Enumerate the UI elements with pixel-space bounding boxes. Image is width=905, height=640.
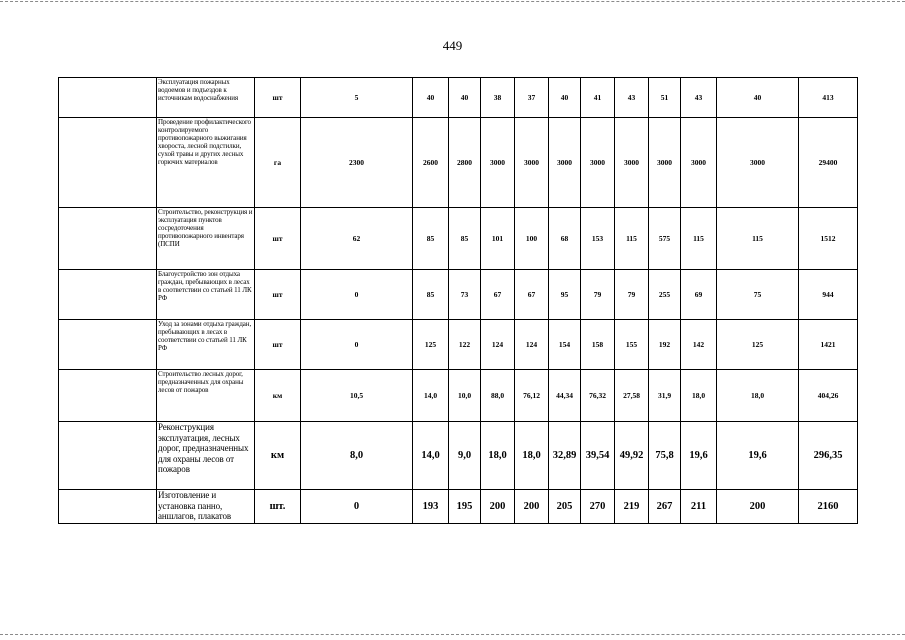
value-cell: 155 bbox=[615, 320, 649, 370]
value-cell: 67 bbox=[481, 270, 515, 320]
value-cell: 40 bbox=[413, 78, 449, 118]
value-cell: 19,6 bbox=[681, 422, 717, 490]
measures-table bbox=[58, 77, 858, 524]
value-cell: 31,9 bbox=[649, 370, 681, 422]
measure-name-cell: Эксплуатация пожарных водоемов и подъездов к источникам водоснабжения bbox=[157, 78, 255, 118]
value-cell: 79 bbox=[615, 270, 649, 320]
value-cell: 76,12 bbox=[515, 370, 549, 422]
value-cell: 3000 bbox=[581, 118, 615, 208]
table-row bbox=[59, 370, 858, 422]
value-cell: 75,8 bbox=[649, 422, 681, 490]
value-cell: 154 bbox=[549, 320, 581, 370]
value-cell: 0 bbox=[301, 270, 413, 320]
measure-name-cell: Строительство, реконструкция и эксплуатация пунктов сосредоточения противопожарного инвентаря (ПСПИ bbox=[157, 208, 255, 270]
value-cell: 18,0 bbox=[515, 422, 549, 490]
value-cell: 2300 bbox=[301, 118, 413, 208]
value-cell: 122 bbox=[449, 320, 481, 370]
value-cell: 9,0 bbox=[449, 422, 481, 490]
value-cell: 3000 bbox=[717, 118, 799, 208]
page-number: 449 bbox=[442, 38, 463, 53]
value-cell: 27,58 bbox=[615, 370, 649, 422]
value-cell: 43 bbox=[681, 78, 717, 118]
value-cell: 76,32 bbox=[581, 370, 615, 422]
value-cell: 219 bbox=[615, 490, 649, 524]
value-cell: 5 bbox=[301, 78, 413, 118]
value-cell: 8,0 bbox=[301, 422, 413, 490]
value-cell: 85 bbox=[413, 270, 449, 320]
value-cell: 3000 bbox=[681, 118, 717, 208]
value-cell: 67 bbox=[515, 270, 549, 320]
measure-name-cell: Благоустройство зон отдыха граждан, пребывающих в лесах в соответствии со статьей 11 ЛК РФ bbox=[157, 270, 255, 320]
scan-top-edge bbox=[0, 1, 905, 2]
value-cell: 43 bbox=[615, 78, 649, 118]
value-cell: 200 bbox=[717, 490, 799, 524]
empty-cell bbox=[59, 422, 157, 490]
value-cell: 49,92 bbox=[615, 422, 649, 490]
value-cell: 14,0 bbox=[413, 422, 449, 490]
value-cell: 38 bbox=[481, 78, 515, 118]
table-row bbox=[59, 118, 858, 208]
value-cell: 2600 bbox=[413, 118, 449, 208]
value-cell: 3000 bbox=[615, 118, 649, 208]
unit-cell: шт bbox=[255, 208, 301, 270]
value-cell: 40 bbox=[717, 78, 799, 118]
value-cell: 3000 bbox=[481, 118, 515, 208]
total-cell: 1512 bbox=[799, 208, 858, 270]
value-cell: 18,0 bbox=[717, 370, 799, 422]
value-cell: 40 bbox=[549, 78, 581, 118]
value-cell: 255 bbox=[649, 270, 681, 320]
value-cell: 200 bbox=[481, 490, 515, 524]
table-row bbox=[59, 320, 858, 370]
measure-name-cell: Проведение профилактического контролируемого противопожарного выжигания хвороста, лесной подстилки, сухой травы и других лесных горючих материалов bbox=[157, 118, 255, 208]
empty-cell bbox=[59, 320, 157, 370]
value-cell: 51 bbox=[649, 78, 681, 118]
value-cell: 40 bbox=[449, 78, 481, 118]
value-cell: 270 bbox=[581, 490, 615, 524]
value-cell: 73 bbox=[449, 270, 481, 320]
value-cell: 124 bbox=[481, 320, 515, 370]
total-cell: 296,35 bbox=[799, 422, 858, 490]
unit-cell: шт bbox=[255, 320, 301, 370]
table-row bbox=[59, 78, 858, 118]
empty-cell bbox=[59, 490, 157, 524]
measure-name-cell: Изготовление и установка панно, аншлагов, плакатов bbox=[157, 490, 255, 524]
value-cell: 85 bbox=[413, 208, 449, 270]
value-cell: 10,5 bbox=[301, 370, 413, 422]
value-cell: 18,0 bbox=[481, 422, 515, 490]
value-cell: 41 bbox=[581, 78, 615, 118]
value-cell: 2800 bbox=[449, 118, 481, 208]
value-cell: 18,0 bbox=[681, 370, 717, 422]
value-cell: 0 bbox=[301, 490, 413, 524]
value-cell: 158 bbox=[581, 320, 615, 370]
empty-cell bbox=[59, 78, 157, 118]
table-row bbox=[59, 422, 858, 490]
value-cell: 44,34 bbox=[549, 370, 581, 422]
value-cell: 100 bbox=[515, 208, 549, 270]
total-cell: 29400 bbox=[799, 118, 858, 208]
value-cell: 115 bbox=[615, 208, 649, 270]
value-cell: 95 bbox=[549, 270, 581, 320]
value-cell: 205 bbox=[549, 490, 581, 524]
value-cell: 575 bbox=[649, 208, 681, 270]
unit-cell: шт bbox=[255, 270, 301, 320]
value-cell: 62 bbox=[301, 208, 413, 270]
value-cell: 142 bbox=[681, 320, 717, 370]
value-cell: 115 bbox=[717, 208, 799, 270]
value-cell: 115 bbox=[681, 208, 717, 270]
empty-cell bbox=[59, 208, 157, 270]
total-cell: 404,26 bbox=[799, 370, 858, 422]
value-cell: 200 bbox=[515, 490, 549, 524]
value-cell: 193 bbox=[413, 490, 449, 524]
unit-cell: км bbox=[255, 422, 301, 490]
total-cell: 944 bbox=[799, 270, 858, 320]
total-cell: 1421 bbox=[799, 320, 858, 370]
value-cell: 88,0 bbox=[481, 370, 515, 422]
scan-bottom-edge bbox=[0, 634, 905, 635]
value-cell: 85 bbox=[449, 208, 481, 270]
value-cell: 75 bbox=[717, 270, 799, 320]
value-cell: 153 bbox=[581, 208, 615, 270]
table-row bbox=[59, 490, 858, 524]
value-cell: 37 bbox=[515, 78, 549, 118]
empty-cell bbox=[59, 270, 157, 320]
value-cell: 69 bbox=[681, 270, 717, 320]
value-cell: 0 bbox=[301, 320, 413, 370]
value-cell: 79 bbox=[581, 270, 615, 320]
measure-name-cell: Реконструкция эксплуатация, лесных дорог, предназначенных для охраны лесов от пожаров bbox=[157, 422, 255, 490]
value-cell: 195 bbox=[449, 490, 481, 524]
value-cell: 39,54 bbox=[581, 422, 615, 490]
unit-cell: шт. bbox=[255, 490, 301, 524]
value-cell: 3000 bbox=[649, 118, 681, 208]
value-cell: 101 bbox=[481, 208, 515, 270]
value-cell: 10,0 bbox=[449, 370, 481, 422]
total-cell: 413 bbox=[799, 78, 858, 118]
empty-cell bbox=[59, 118, 157, 208]
measure-name-cell: Строительство лесных дорог, предназначенных для охраны лесов от пожаров bbox=[157, 370, 255, 422]
value-cell: 19,6 bbox=[717, 422, 799, 490]
table-row bbox=[59, 208, 858, 270]
value-cell: 267 bbox=[649, 490, 681, 524]
unit-cell: шт bbox=[255, 78, 301, 118]
value-cell: 3000 bbox=[515, 118, 549, 208]
unit-cell: га bbox=[255, 118, 301, 208]
value-cell: 192 bbox=[649, 320, 681, 370]
value-cell: 211 bbox=[681, 490, 717, 524]
value-cell: 32,89 bbox=[549, 422, 581, 490]
value-cell: 14,0 bbox=[413, 370, 449, 422]
value-cell: 3000 bbox=[549, 118, 581, 208]
value-cell: 124 bbox=[515, 320, 549, 370]
unit-cell: км bbox=[255, 370, 301, 422]
total-cell: 2160 bbox=[799, 490, 858, 524]
value-cell: 125 bbox=[717, 320, 799, 370]
value-cell: 125 bbox=[413, 320, 449, 370]
measure-name-cell: Уход за зонами отдыха граждан, пребывающих в лесах в соответствии со статьей 11 ЛК РФ bbox=[157, 320, 255, 370]
empty-cell bbox=[59, 370, 157, 422]
table-row bbox=[59, 270, 858, 320]
value-cell: 68 bbox=[549, 208, 581, 270]
